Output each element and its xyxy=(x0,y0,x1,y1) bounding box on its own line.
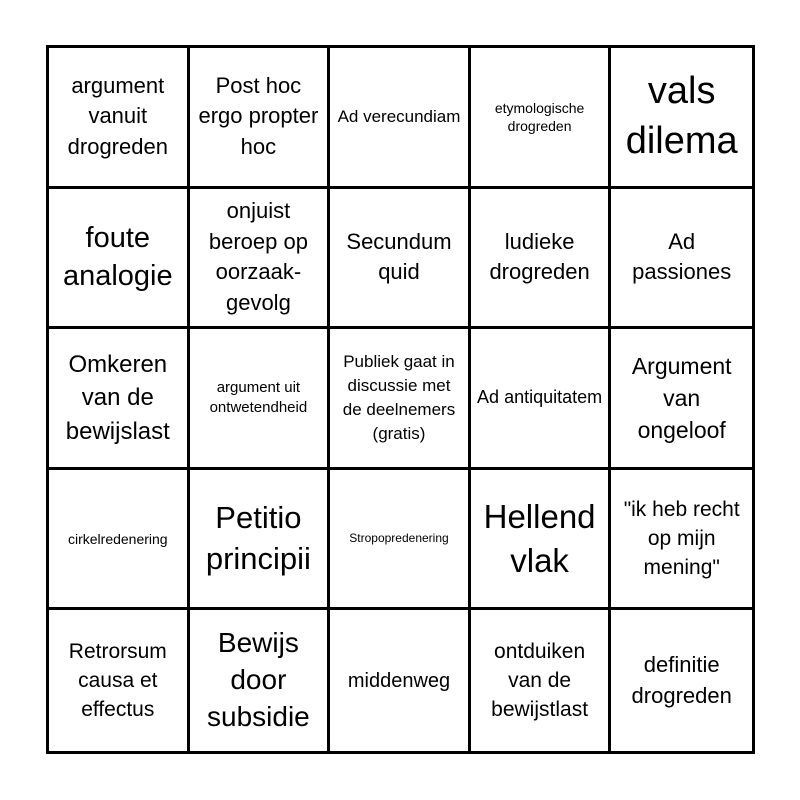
bingo-cell-r5c1[interactable] xyxy=(49,610,190,751)
bingo-cell-r4c4[interactable] xyxy=(471,470,612,611)
bingo-cell-text: Post hoc ergo propter hoc xyxy=(198,72,319,160)
bingo-cell-r5c4[interactable] xyxy=(471,610,612,751)
bingo-cell-r2c1[interactable] xyxy=(49,189,190,330)
bingo-cell-r3c1[interactable] xyxy=(49,329,190,470)
bingo-cell-text: foute analogie xyxy=(62,222,173,293)
bingo-cell-r2c3[interactable] xyxy=(330,189,471,330)
bingo-cell-r3c3[interactable] xyxy=(330,329,471,470)
bingo-cell-r4c1[interactable] xyxy=(49,470,190,611)
bingo-cell-text: Bewijs door subsidie xyxy=(207,627,310,733)
bingo-cell-text: Ad passiones xyxy=(632,228,732,285)
bingo-cell-r2c2[interactable] xyxy=(190,189,331,330)
bingo-cell-r1c2[interactable] xyxy=(190,48,331,189)
bingo-cell-r3c2[interactable] xyxy=(190,329,331,470)
bingo-cell-text: Hellend vlak xyxy=(483,498,596,579)
bingo-cell-r2c4[interactable] xyxy=(471,189,612,330)
bingo-cell-text: vals dilema xyxy=(625,70,738,162)
bingo-cell-r3c4[interactable] xyxy=(471,329,612,470)
bingo-cell-text: Omkeren van de bewijslast xyxy=(65,350,170,445)
bingo-cell-r2c5[interactable] xyxy=(611,189,752,330)
bingo-cell-text: argument vanuit drogreden xyxy=(67,72,168,160)
bingo-cell-text: Retrorsum causa et effectus xyxy=(68,639,167,722)
bingo-cell-text: ontduiken van de bewijstlast xyxy=(491,639,589,722)
bingo-cell-text: Petitio principii xyxy=(205,499,311,576)
bingo-cell-r5c2[interactable] xyxy=(190,610,331,751)
bingo-cell-text: Stropopredenering xyxy=(349,530,449,545)
bingo-cell-r5c3[interactable] xyxy=(330,610,471,751)
bingo-cell-r1c3[interactable] xyxy=(330,48,471,189)
bingo-cell-text: Secundum quid xyxy=(346,228,452,285)
bingo-cell-r4c3[interactable] xyxy=(330,470,471,611)
bingo-cell-text: "ik heb recht op mijn mening" xyxy=(623,497,740,580)
bingo-cell-text: Ad verecundiam xyxy=(337,106,461,126)
bingo-board xyxy=(46,45,755,754)
bingo-cell-r1c4[interactable] xyxy=(471,48,612,189)
bingo-cell-r1c1[interactable] xyxy=(49,48,190,189)
bingo-cell-r3c5[interactable] xyxy=(611,329,752,470)
bingo-cell-text: Publiek gaat in discussie met de deelnemers (gratis) xyxy=(342,352,456,443)
bingo-cell-text: cirkelredenering xyxy=(67,530,168,547)
bingo-cell-text: Ad antiquitatem xyxy=(477,387,603,408)
bingo-cell-r4c2[interactable] xyxy=(190,470,331,611)
bingo-cell-text: middenweg xyxy=(347,669,451,692)
bingo-cell-text: Argument van ongeloof xyxy=(631,352,732,444)
bingo-cell-r1c5[interactable] xyxy=(611,48,752,189)
bingo-cell-text: ludieke drogreden xyxy=(489,228,590,285)
bingo-cell-text: definitie drogreden xyxy=(631,651,732,708)
bingo-cell-text: etymologische drogreden xyxy=(494,99,585,134)
bingo-cell-r4c5[interactable] xyxy=(611,470,752,611)
bingo-cell-text: onjuist beroep op oorzaak-gevolg xyxy=(208,197,308,316)
bingo-cell-r5c5[interactable] xyxy=(611,610,752,751)
bingo-cell-text: argument uit ontwetendheid xyxy=(209,379,308,416)
